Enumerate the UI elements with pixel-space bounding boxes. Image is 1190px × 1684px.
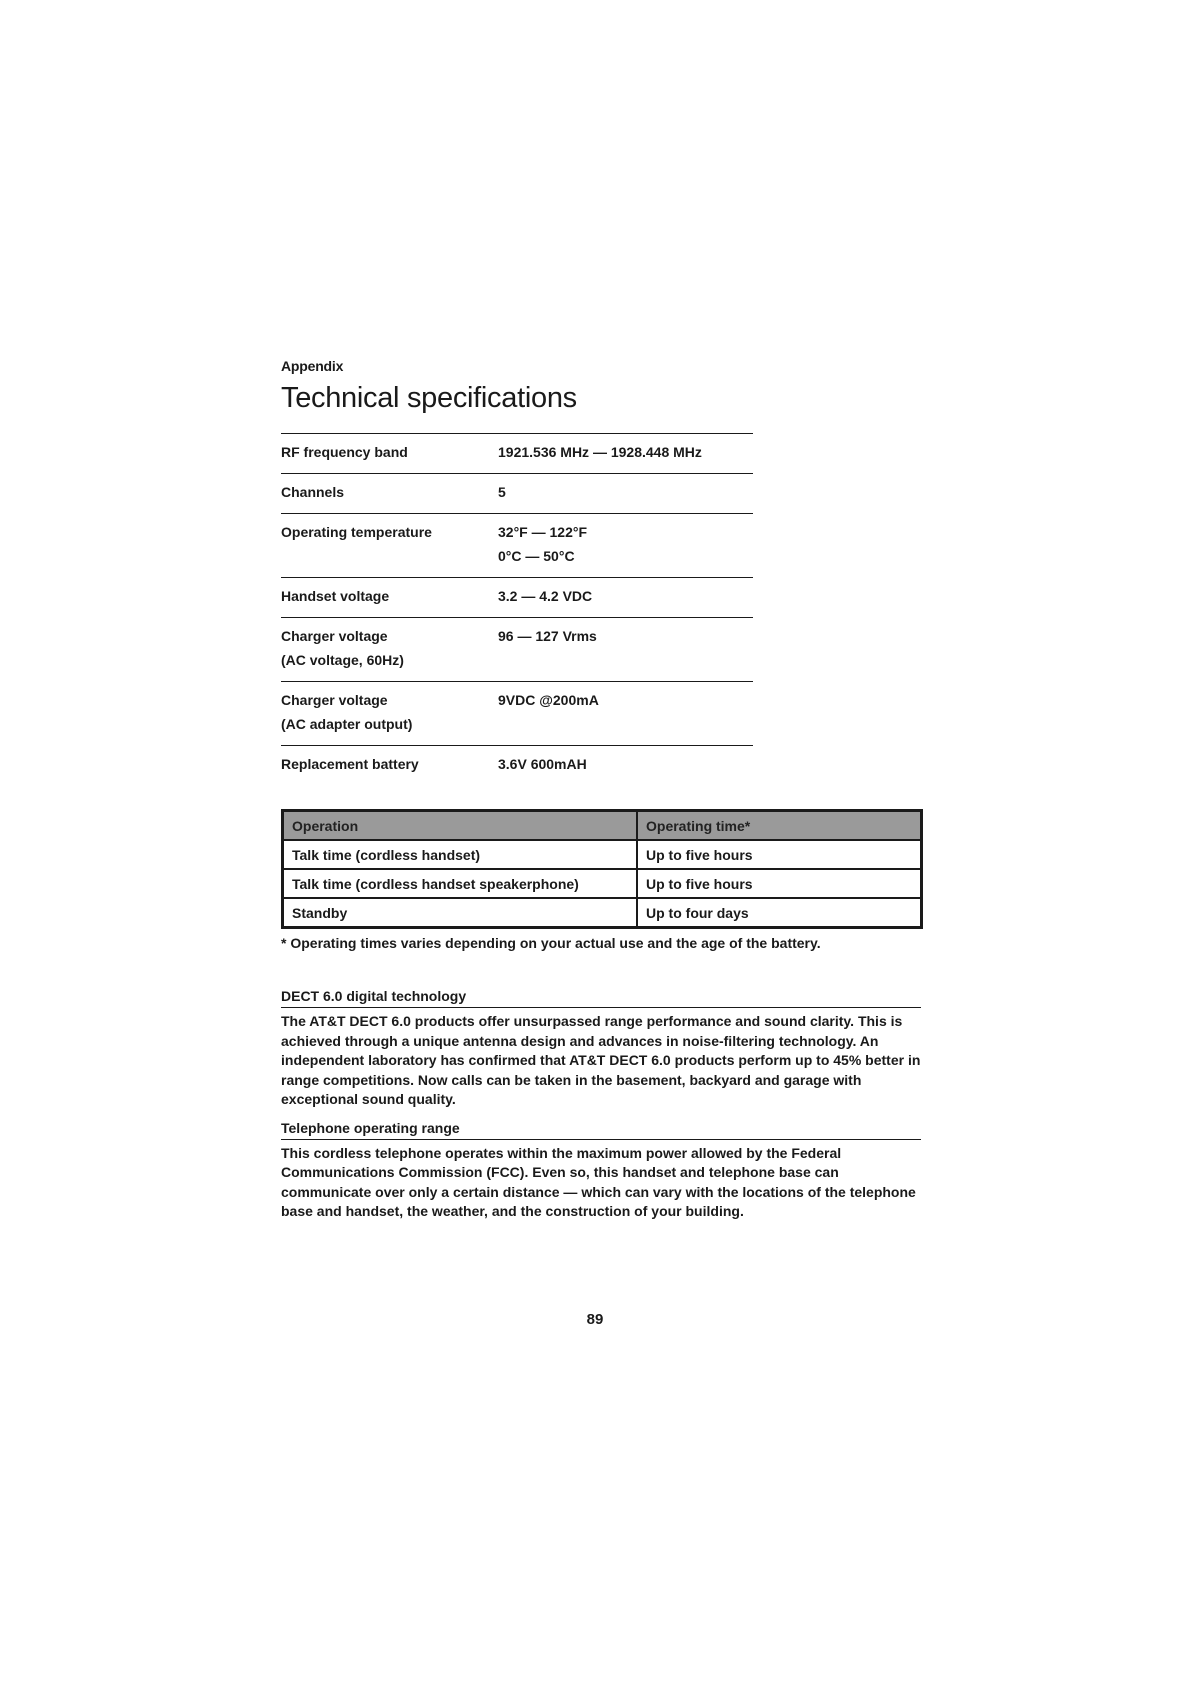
- spec-value: 5: [498, 484, 506, 500]
- dect-section: [281, 988, 921, 1110]
- column-header-operation: Operation: [283, 811, 638, 841]
- operation-cell: Standby: [283, 898, 638, 928]
- operating-time-cell: Up to five hours: [637, 869, 922, 898]
- spec-value: 3.2 — 4.2 VDC: [498, 588, 593, 604]
- dect-paragraph: The AT&T DECT 6.0 products offer unsurpassed range performance and sound clarity. This is achieved through a unique antenna design and advances in noise-filtering technology. An independent laboratory has confirmed that AT&T DECT 6.0 products perform up to 45% better in range competitions. Now calls can be taken in the basement, backyard and garage with exceptional sound quality.: [281, 1013, 921, 1107]
- range-paragraph: This cordless telephone operates within the maximum power allowed by the Federal Communications Commission (FCC). Even so, this handset and telephone base can communicate over only a certain distance — which can vary with the locations of the telephone base and handset, the weather, and the construction of your building.: [281, 1144, 916, 1219]
- section-label: Appendix: [281, 358, 344, 374]
- spec-label: Handset voltage: [281, 588, 390, 604]
- spec-row: [281, 578, 753, 618]
- spec-row: [281, 682, 753, 746]
- spec-value: 96 — 127 Vrms: [498, 628, 597, 644]
- spec-value: 3.6V 600mAH: [498, 756, 587, 772]
- table-row: [283, 898, 922, 928]
- spec-value: 9VDC @200mA: [498, 692, 599, 708]
- dect-heading: DECT 6.0 digital technology: [281, 988, 921, 1008]
- specs-table: [281, 433, 753, 785]
- operating-times-table: [281, 809, 923, 929]
- operating-time-cell: Up to five hours: [637, 840, 922, 869]
- operating-time-cell: Up to four days: [637, 898, 922, 928]
- page-content: [281, 358, 921, 1222]
- table-header-row: [283, 811, 922, 841]
- range-heading: Telephone operating range: [281, 1120, 921, 1140]
- spec-value: 1921.536 MHz — 1928.448 MHz: [498, 444, 702, 460]
- spec-row: [281, 746, 753, 786]
- table-row: [283, 840, 922, 869]
- spec-label: Channels: [281, 484, 345, 500]
- spec-value: 32°F — 122°F 0°C — 50°C: [498, 524, 588, 564]
- spec-row: [281, 618, 753, 682]
- page-title: Technical specifications: [281, 382, 577, 414]
- page-number: 89: [586, 1311, 604, 1328]
- spec-label: Replacement battery: [281, 756, 419, 772]
- spec-label: RF frequency band: [281, 444, 408, 460]
- operation-cell: Talk time (cordless handset): [283, 840, 638, 869]
- operation-cell: Talk time (cordless handset speakerphone): [283, 869, 638, 898]
- spec-row: [281, 514, 753, 578]
- column-header-operating-time: Operating time*: [637, 811, 922, 841]
- range-section: [281, 1120, 921, 1222]
- table-row: [283, 869, 922, 898]
- spec-row: [281, 434, 753, 474]
- spec-label: Charger voltage (AC voltage, 60Hz): [281, 628, 404, 668]
- spec-label: Operating temperature: [281, 524, 432, 540]
- operating-times-section: [281, 809, 921, 951]
- spec-row: [281, 474, 753, 514]
- footnote: * Operating times varies depending on your actual use and the age of the battery.: [281, 935, 821, 951]
- spec-label: Charger voltage (AC adapter output): [281, 692, 413, 732]
